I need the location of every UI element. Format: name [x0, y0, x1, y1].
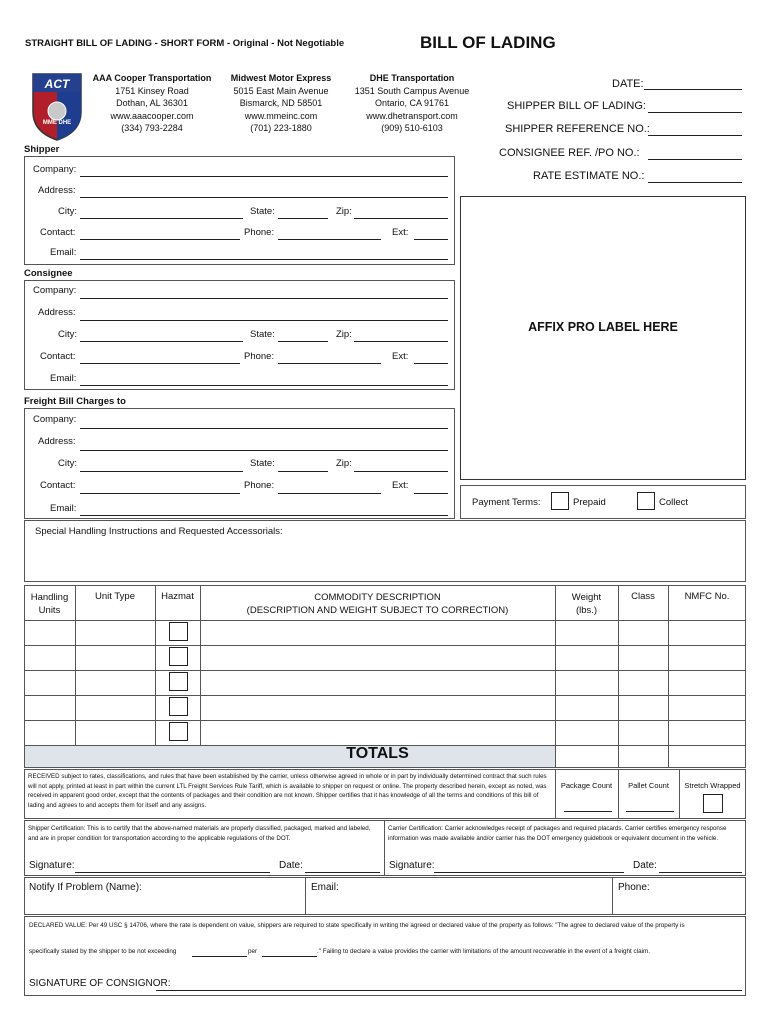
consignee-company-label: Company:	[33, 285, 77, 296]
received-text: RECEIVED subject to rates, classifications, and rules that have been established by the carrier, unless otherwise agreed in whole or in part by individually determined contract that such rules will not apply, printed at least in part within the current LTL Freight Services Rule Tariff, which is available to shipper on request or online. The property described herein, except as noted, was received in apparent good order, except that the contents of packages and their condition are not known. Shipper certifies that it has knowledge of all the terms and conditions of this bill of lading and agrees to and accepts them for itself and any assigns.	[28, 773, 547, 809]
freight-city-label: City:	[58, 458, 77, 469]
rate-estimate-field[interactable]	[648, 182, 742, 183]
shipper-zip-label: Zip:	[336, 206, 352, 217]
prepaid-checkbox[interactable]	[551, 492, 569, 510]
shipper-signature-field[interactable]	[75, 872, 270, 873]
carrier-web: www.mmeinc.com	[244, 110, 318, 121]
declared-value-text-1: DECLARED VALUE: Per 49 USC § 14706, where the rate is dependent on value, shippers are required to state specifically in writing the agreed or declared value of the property as follows: "The agree to declared value of the property is	[29, 922, 685, 929]
carrier-aaa-cooper	[92, 72, 212, 135]
shipper-ref-field[interactable]	[648, 135, 742, 136]
col-handling-units	[24, 591, 75, 617]
shipper-phone-field[interactable]	[278, 239, 381, 240]
consignee-phone-field[interactable]	[278, 363, 381, 364]
shipper-email-label: Email:	[50, 247, 77, 258]
shipper-box	[24, 156, 455, 265]
shipper-company-label: Company:	[33, 164, 77, 175]
shipper-ext-label: Ext:	[392, 227, 409, 238]
consignee-ref-label: CONSIGNEE REF. /PO NO.:	[499, 147, 640, 159]
stretch-wrapped-checkbox[interactable]	[703, 794, 723, 813]
shipper-city-label: City:	[58, 206, 77, 217]
col-weight-unit: (lbs.)	[575, 605, 598, 616]
freight-company-label: Company:	[33, 414, 77, 425]
shipper-date-field[interactable]	[305, 872, 380, 873]
freight-phone-label: Phone:	[244, 480, 275, 491]
carrier-name: AAA Cooper Transportation	[92, 73, 212, 83]
pro-label-box	[460, 196, 746, 480]
declared-value-text-2b: per	[248, 948, 258, 955]
freight-phone-field[interactable]	[278, 493, 381, 494]
freight-bill-box	[24, 408, 455, 519]
freight-bill-heading: Freight Bill Charges to	[24, 396, 126, 407]
carrier-street: 1751 Kinsey Road	[115, 85, 189, 96]
freight-zip-field[interactable]	[354, 471, 448, 472]
carrier-street: 5015 East Main Avenue	[233, 85, 329, 96]
consignee-company-field[interactable]	[80, 298, 448, 299]
shipper-certification: Shipper Certification: This is to certify that the above-named materials are properly classified, packaged, marked and labeled, and are in proper condition for transportation according to the applicable regulations of the DOT.	[28, 825, 371, 842]
pallet-count-field[interactable]	[626, 811, 674, 812]
consignee-box	[24, 280, 455, 390]
freight-state-label: State:	[250, 458, 275, 469]
carrier-signature-field[interactable]	[434, 872, 624, 873]
carrier-phone: (701) 223-1880	[250, 123, 312, 133]
shipper-state-label: State:	[250, 206, 275, 217]
notify-phone-label: Phone:	[618, 882, 650, 893]
pallet-count-label: Pallet Count	[628, 781, 669, 790]
hazmat-checkbox[interactable]	[169, 672, 188, 691]
col-class: Class	[631, 591, 655, 602]
hazmat-checkbox[interactable]	[169, 697, 188, 716]
carrier-name: DHE Transportation	[369, 73, 455, 83]
declared-value-per-field[interactable]	[262, 956, 317, 957]
consignee-zip-label: Zip:	[336, 329, 352, 340]
pro-label-text: AFFIX PRO LABEL HERE	[528, 320, 678, 334]
main-title: BILL OF LADING	[420, 33, 556, 52]
consignee-ext-label: Ext:	[392, 351, 409, 362]
carrier-signature-label: Signature:	[389, 860, 435, 871]
shipper-contact-label: Contact:	[40, 227, 76, 238]
col-commodity-sub: (DESCRIPTION AND WEIGHT SUBJECT TO CORRECTION)	[246, 605, 509, 616]
consignee-ext-field[interactable]	[414, 363, 448, 364]
package-count-label: Package Count	[560, 781, 613, 790]
svg-text:MME DHE: MME DHE	[42, 120, 72, 126]
freight-address-field[interactable]	[80, 450, 448, 451]
shipper-contact-field[interactable]	[80, 239, 240, 240]
consignee-email-field[interactable]	[80, 385, 448, 386]
carrier-city: Bismarck, ND 58501	[239, 98, 323, 108]
col-commodity-title: COMMODITY DESCRIPTION	[314, 592, 441, 603]
freight-email-label: Email:	[50, 503, 77, 514]
carrier-name: Midwest Motor Express	[230, 73, 332, 83]
freight-zip-label: Zip:	[336, 458, 352, 469]
freight-company-field[interactable]	[80, 428, 448, 429]
svg-text:ACT: ACT	[44, 77, 70, 91]
consignor-signature-field[interactable]	[156, 990, 742, 991]
notify-email-label: Email:	[311, 882, 339, 893]
hazmat-checkbox[interactable]	[169, 622, 188, 641]
shipper-city-field[interactable]	[80, 218, 243, 219]
col-weight	[555, 591, 618, 617]
shipper-ext-field[interactable]	[414, 239, 448, 240]
col-hazmat: Hazmat	[161, 591, 194, 602]
carrier-web: www.dhetransport.com	[366, 110, 458, 121]
freight-contact-field[interactable]	[80, 493, 240, 494]
notify-name-label: Notify If Problem (Name):	[29, 882, 142, 893]
consignee-phone-label: Phone:	[244, 351, 275, 362]
date-label: DATE:	[612, 78, 644, 90]
consignee-heading: Consignee	[24, 268, 73, 279]
carrier-city: Dothan, AL 36301	[116, 98, 188, 108]
shipper-phone-label: Phone:	[244, 227, 275, 238]
consignee-address-field[interactable]	[80, 320, 448, 321]
consignee-zip-field[interactable]	[354, 341, 448, 342]
carrier-city: Ontario, CA 91761	[374, 98, 450, 108]
declared-value-text-2a: specifically stated by the shipper to be not exceeding	[29, 948, 177, 955]
carrier-certification: Carrier Certification: Carrier acknowledges receipt of packages and required placards. Carrier certifies emergency response information was made available and/or carrier has the DOT emergency guidebook or equivalent document in the vehicle.	[388, 825, 727, 842]
consignor-signature-label: SIGNATURE OF CONSIGNOR:	[29, 978, 171, 989]
consignee-city-field[interactable]	[80, 341, 243, 342]
collect-label: Collect	[659, 497, 689, 508]
rate-estimate-label: RATE ESTIMATE NO.:	[533, 170, 645, 182]
shipper-heading: Shipper	[24, 144, 60, 155]
shipper-date-label: Date:	[279, 860, 303, 871]
col-commodity	[200, 591, 555, 617]
shipper-signature-label: Signature:	[29, 860, 75, 871]
shipper-address-label: Address:	[38, 185, 76, 196]
special-handling-label: Special Handling Instructions and Requested Accessorials:	[35, 526, 283, 537]
carrier-web: www.aaacooper.com	[110, 110, 194, 121]
shipper-email-field[interactable]	[80, 259, 448, 260]
shipper-state-field[interactable]	[278, 218, 328, 219]
totals-label: TOTALS	[346, 745, 409, 762]
freight-contact-label: Contact:	[40, 480, 76, 491]
freight-address-label: Address:	[38, 436, 76, 447]
consignee-state-label: State:	[250, 329, 275, 340]
stretch-wrapped-label: Stretch Wrapped	[684, 781, 741, 790]
col-weight-title: Weight	[571, 592, 602, 603]
carrier-dhe	[348, 72, 476, 135]
consignee-city-label: City:	[58, 329, 77, 340]
consignee-contact-label: Contact:	[40, 351, 76, 362]
shipper-zip-field[interactable]	[354, 218, 448, 219]
date-field[interactable]	[644, 89, 742, 90]
collect-checkbox[interactable]	[637, 492, 655, 510]
freight-ext-field[interactable]	[414, 493, 448, 494]
carrier-date-label: Date:	[633, 860, 657, 871]
consignee-ref-field[interactable]	[648, 159, 742, 160]
shipper-bol-field[interactable]	[648, 112, 742, 113]
col-units: Units	[38, 605, 61, 616]
form-title: STRAIGHT BILL OF LADING - SHORT FORM - Original - Not Negotiable	[25, 38, 345, 49]
declared-value-amount-field[interactable]	[192, 956, 247, 957]
carrier-date-field[interactable]	[659, 872, 742, 873]
carrier-phone: (334) 793-2284	[121, 123, 183, 133]
shipper-bol-label: SHIPPER BILL OF LADING:	[507, 100, 646, 112]
freight-email-field[interactable]	[80, 515, 448, 516]
hazmat-checkbox[interactable]	[169, 722, 188, 741]
package-count-field[interactable]	[564, 811, 612, 812]
carrier-midwest-motor	[222, 72, 340, 135]
shipper-address-field[interactable]	[80, 197, 448, 198]
consignee-contact-field[interactable]	[80, 363, 240, 364]
consignee-address-label: Address:	[38, 307, 76, 318]
carrier-street: 1351 South Campus Avenue	[354, 85, 470, 96]
hazmat-checkbox[interactable]	[169, 647, 188, 666]
payment-terms-label: Payment Terms:	[472, 497, 541, 508]
freight-city-field[interactable]	[80, 471, 243, 472]
consignee-state-field[interactable]	[278, 341, 328, 342]
col-nmfc: NMFC No.	[684, 591, 730, 602]
carrier-phone: (909) 510-6103	[381, 123, 443, 133]
prepaid-label: Prepaid	[573, 497, 606, 508]
consignee-email-label: Email:	[50, 373, 77, 384]
shipper-ref-label: SHIPPER REFERENCE NO.:	[505, 123, 650, 135]
company-logo	[28, 66, 86, 142]
declared-value-text-2c: ." Failing to declare a value provides the carrier with limitations of the amount recoverable in the event of a freight claim.	[317, 948, 650, 955]
freight-ext-label: Ext:	[392, 480, 409, 491]
freight-state-field[interactable]	[278, 471, 328, 472]
col-unit-type: Unit Type	[95, 591, 135, 602]
col-handling: Handling	[30, 592, 69, 603]
shipper-company-field[interactable]	[80, 176, 448, 177]
